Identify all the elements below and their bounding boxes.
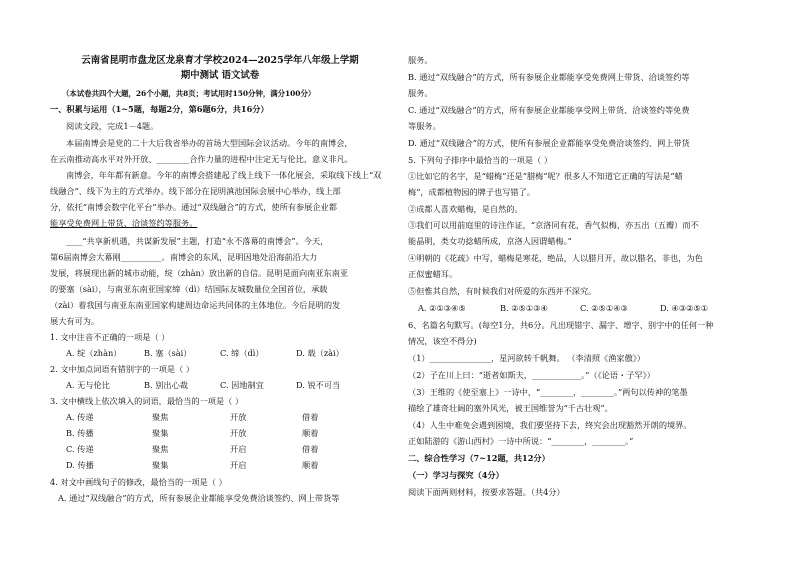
q2-option-a: A. 无与伦比 [66, 380, 110, 390]
q4-option-b-cont: 服务。 [408, 88, 433, 98]
q4-option-c-cont: 等服务。 [408, 121, 441, 131]
q3-cell: 开启 [230, 444, 247, 454]
q6-stem: 6、名篇名句默写。(每空1分，共6分。凡出现错字、漏字、增字、别字中的任何一种 [408, 320, 714, 330]
q3-cell: A. 传递 [66, 412, 94, 422]
q4-stem: 4. 对文中画线句子的修改，最恰当的一项是（ ） [50, 477, 227, 487]
passage-line: 本届南博会是党的二十大后我省举办的首场大型国际会议活动。今年的南博会， [66, 138, 353, 148]
q5-item: 正似蜜蜡耳。 [408, 269, 458, 279]
q5-item: ②成都人喜欢蜡梅，是自然的。 [408, 204, 523, 214]
q5-item: ③我们可以用前庭里的诗注作证，“京洛同有花，香气似梅，亦五出（五瓣）而不 [408, 220, 699, 230]
q3-cell: 借着 [302, 412, 319, 422]
passage-line: 南博会，年年都有新意。今年的南博会搭建起了线上线下一体化展会，采取线下线上“双 [66, 170, 382, 180]
q6-line: （1）_______________，星河欲转千帆舞。 （李清照《渔家傲》） [408, 353, 646, 363]
q3-cell: D. 传播 [66, 460, 94, 470]
q5-stem: 5. 下列句子排序中最恰当的一项是（ ） [408, 155, 553, 165]
passage-line: （zài）着我国与南亚东南亚国家构建周边命运共同体的主体地位。今后昆明的发 [50, 300, 341, 310]
exam-title-line2: 期中测试 语文试卷 [180, 70, 260, 81]
q6-line: （3）王维的《使至塞上》一诗中，“________，________。”两句以传神的笔墨 [408, 387, 688, 397]
q3-cell: 聚焦 [152, 444, 169, 454]
q5-item: ⑤但惟其自然，有时候我们对所爱的东西并不深究。 [408, 286, 597, 296]
passage-line: 分，依托“南博会数字化平台”举办。通过“双线融合”的方式，使所有参展企业都 [50, 202, 337, 212]
passage-line: 线融合”、线下为主的方式举办。线下部分在昆明滇池国际会展中心举办，线上部 [50, 186, 341, 196]
passage-line: 第6届南博会大幕刚__________。南博会的东风，昆明因地处沿海前沿大力 [50, 252, 318, 262]
q3-stem: 3. 文中横线上依次填入的词语，最恰当的一项是（ ） [50, 396, 244, 406]
q6-line: （2）子在川上曰：“逝者如斯夫，____________。”（《论语・子罕》） [408, 370, 655, 380]
section1-heading: 一、积累与运用（1~5题，每题2分，第6题6分，共16分） [50, 104, 269, 114]
q3-cell: 聚集 [152, 428, 169, 438]
q1-stem: 1. 文中注音不正确的一项是（ ） [50, 332, 170, 342]
passage-line: 发展，将展现出新的城市动能，绽（zhàn）放出新的自信。昆明是面向南亚东南亚 [50, 268, 349, 278]
q4-option-c: C. 通过“双线融合”的方式，所有参展企业都能享受网上带货、洽谈签约等免费 [408, 105, 690, 115]
q3-cell: 开放 [230, 412, 247, 422]
q3-cell: 借着 [302, 444, 319, 454]
instruction: 阅读文段，完成1－4题。 [66, 121, 159, 131]
q1-option-a: A. 绽（zhàn） [66, 348, 122, 358]
q6-line: （4）人生中难免会遇到困境，我们要坚持下去，终究会出现豁然开朗的境界。 [408, 420, 692, 430]
q3-cell: 顺着 [302, 428, 319, 438]
q5-option-c: C. ②⑤①④③ [580, 303, 628, 313]
q4-option-b: B. 通过“双线融合”的方式，所有参展企业都能享受免费网上带货、洽谈签约等 [408, 72, 690, 82]
q3-cell: 聚集 [152, 460, 169, 470]
q1-option-b: B. 塞（sài） [144, 348, 192, 358]
q5-item: ①比如它的名字，是“蜡梅”还是“腊梅”呢？很多人不知道它正确的写法是“蜡 [408, 171, 683, 181]
q5-item: 梅”，成都植物园的牌子也写错了。 [408, 187, 535, 197]
q6-line: 描绘了雄奇壮阔的塞外风光，被王国维誉为“千古壮观”。 [408, 403, 613, 413]
q3-cell: 聚焦 [152, 412, 169, 422]
q5-option-b: B. ②⑤①③④ [500, 303, 548, 313]
q6-stem-cont: 情况，该空不得分) [408, 336, 477, 346]
q5-option-d: D. ④③②⑤① [660, 303, 709, 313]
passage-line: ____“共享新机遇，共谋新发展”主题，打造“永不落幕的南博会”。今天， [66, 236, 329, 246]
q1-option-c: C. 缔（dì） [220, 348, 264, 358]
q2-option-d: D. 锐不可当 [296, 380, 341, 390]
q3-cell: 顺着 [302, 460, 319, 470]
q5-option-a: A. ②①③④⑤ [418, 303, 466, 313]
passage-line: 能享受免费网上带货、洽谈签约等服务。 [50, 218, 198, 228]
q5-item: 能晶明，类女功捻蜡所成，京洛人因谓蜡梅。” [408, 236, 572, 246]
passage-line: 展大有可为。 [50, 316, 100, 326]
section2-subheading: （一）学习与探究（4分） [408, 470, 504, 480]
q4-option-d: D. 通过“双线融合”的方式，使所有参展企业都能享受免费洽谈签约、网上带货 [408, 138, 690, 148]
q2-option-b: B. 别出心裁 [144, 380, 188, 390]
passage-line: 的要塞（sài），与南亚东南亚国家缔（dì）结国际友城数量位全国首位，承载 [50, 284, 328, 294]
q3-cell: 开放 [230, 428, 247, 438]
exam-note: （本试卷共四个大题，26个小题，共8页；考试用时150分钟，满分100分） [62, 89, 316, 98]
q6-line: 正如陆游的《游山西村》一诗中所说：“________，________。” [408, 436, 634, 446]
q4-option-a-cont: 服务。 [408, 55, 433, 65]
q3-cell: 开启 [230, 460, 247, 470]
q1-option-d: D. 载（zài） [296, 348, 344, 358]
q3-cell: C. 传递 [66, 444, 94, 454]
passage-line: 在云南推动高水平对外开放、________合作力量的进程中注定无与伦比，意义非凡。 [50, 154, 353, 164]
q3-cell: B. 传播 [66, 428, 94, 438]
section2-instruction: 阅读下面两则材料，按要求答题。（共4分） [408, 487, 565, 497]
q2-stem: 2. 文中加点词语有错别字的一项是（ ） [50, 364, 195, 374]
q4-option-a: A. 通过“双线融合”的方式，所有参展企业都能享受免费洽谈签约、网上带货等 [58, 493, 340, 503]
q2-option-c: C. 因地制宜 [220, 380, 264, 390]
q5-item: ④明朝的《花疏》中写，蜡梅是寒花，绝品，人以腊月开，故以腊名，非也，为色 [408, 253, 703, 263]
section2-heading: 二、综合性学习（7~12题，共12分） [408, 453, 550, 463]
exam-title-line1: 云南省昆明市盘龙区龙泉育才学校2024—2025学年八年级上学期 [81, 55, 359, 66]
